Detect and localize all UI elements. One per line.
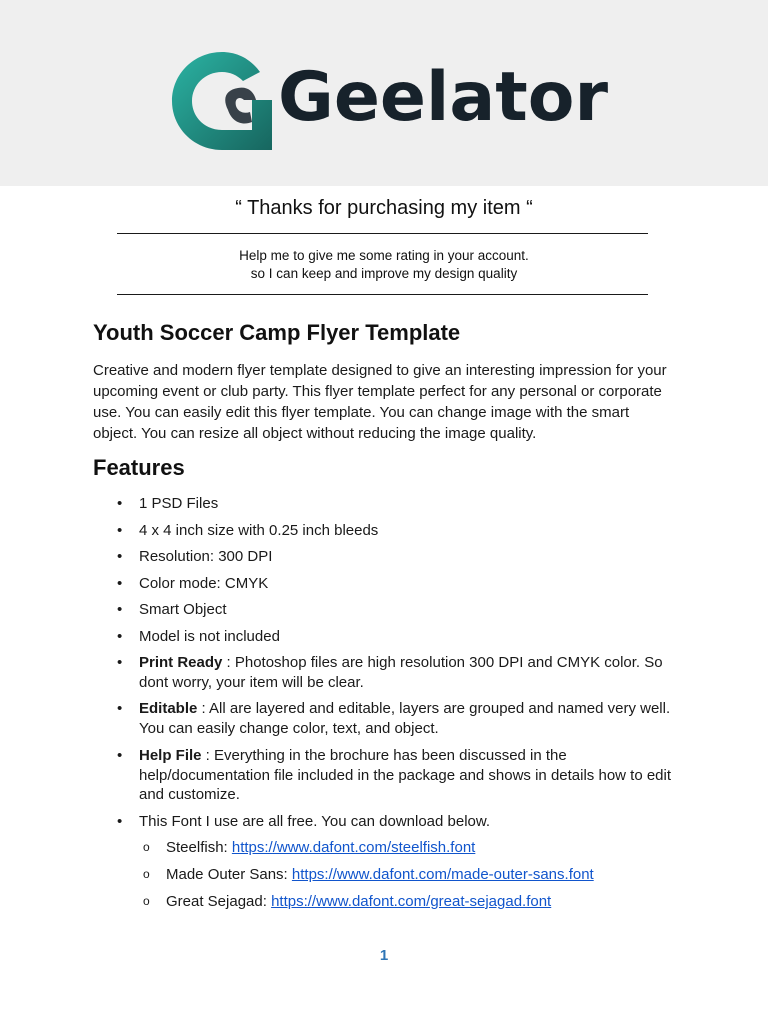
list-item [93,600,683,620]
page-number: 1 [379,947,389,964]
rating-request-line-2: so I can keep and improve my design quality [250,265,518,281]
bullet-icon: • [117,574,123,592]
list-item [93,494,683,514]
list-item [93,521,683,541]
divider-bottom [117,294,648,295]
feature-text: Smart Object [139,601,227,618]
rating-request [0,247,768,282]
geelator-g-icon [170,50,274,152]
divider-top [117,233,648,234]
features-heading: Features [93,455,185,480]
bullet-icon: • [117,601,123,618]
bullet-icon: • [117,700,123,717]
list-item [93,746,683,805]
logo-wordmark: Geelator [278,58,609,137]
logo [170,50,609,152]
sub-bullet-icon: o [143,840,150,854]
font-item-great-sejagad [93,892,683,912]
list-item [93,547,683,567]
font-item-made-outer-sans [93,865,683,885]
bullet-icon: • [117,654,123,671]
document-title: Youth Soccer Camp Flyer Template [93,320,461,345]
font-link-steelfish[interactable]: https://www.dafont.com/steelfish.font [231,839,476,856]
font-link-great-sejagad[interactable]: https://www.dafont.com/great-sejagad.font [271,893,552,910]
rating-request-line-1: Help me to give me some rating in your account. [239,248,529,263]
font-links [93,838,683,912]
feature-text: 4 x 4 inch size with 0.25 inch bleeds [139,521,379,539]
list-item [93,627,683,647]
feature-text: Resolution: 300 DPI [139,548,273,565]
font-link-made-outer-sans[interactable]: https://www.dafont.com/made-outer-sans.font [291,866,594,883]
list-item [93,699,683,738]
font-list [93,838,683,912]
header-band [0,0,768,186]
list-item [93,574,683,594]
font-name: Made Outer Sans: [166,866,292,883]
description-paragraph: Creative and modern flyer template designed to give an interesting impression for your upcoming event or club party. This flyer template perfect for any personal or corporate use. You can easily edit this flyer template. You can change image with the smart object. You can resize all object without reducing the image quality. [93,362,667,442]
feature-text: This Font I use are all free. You can download below. [139,812,491,830]
font-item-steelfish [93,838,683,858]
feature-text: Model is not included [139,627,280,645]
font-name: Steelfish: [166,839,232,856]
feature-text: 1 PSD Files [139,495,219,512]
thanks-message: “ Thanks for purchasing my item “ [235,197,533,219]
bullet-icon: • [117,495,123,512]
feature-text: : Photoshop files are high resolution 300 DPI and CMYK color. So dont worry, your item will be clear. [139,654,663,691]
feature-label-editable: Editable [139,700,198,717]
sub-bullet-icon: o [143,894,150,908]
bullet-icon: • [117,627,123,645]
list-item [93,812,683,832]
feature-text: : All are layered and editable, layers are grouped and named very well. You can easily change color, text, and object. [139,700,671,737]
feature-text: : Everything in the brochure has been discussed in the help/documentation file included in the package and shows in details how to edit and customize. [139,747,672,803]
bullet-icon: • [117,548,123,565]
bullet-icon: • [117,812,123,830]
feature-text: Color mode: CMYK [139,574,269,592]
list-item [93,653,683,692]
features-list [93,494,683,919]
font-name: Great Sejagad: [166,893,272,910]
sub-bullet-icon: o [143,867,150,881]
bullet-icon: • [117,747,123,764]
feature-label-help-file: Help File [139,747,202,764]
bullet-icon: • [117,521,123,539]
feature-label-print-ready: Print Ready [139,654,223,671]
